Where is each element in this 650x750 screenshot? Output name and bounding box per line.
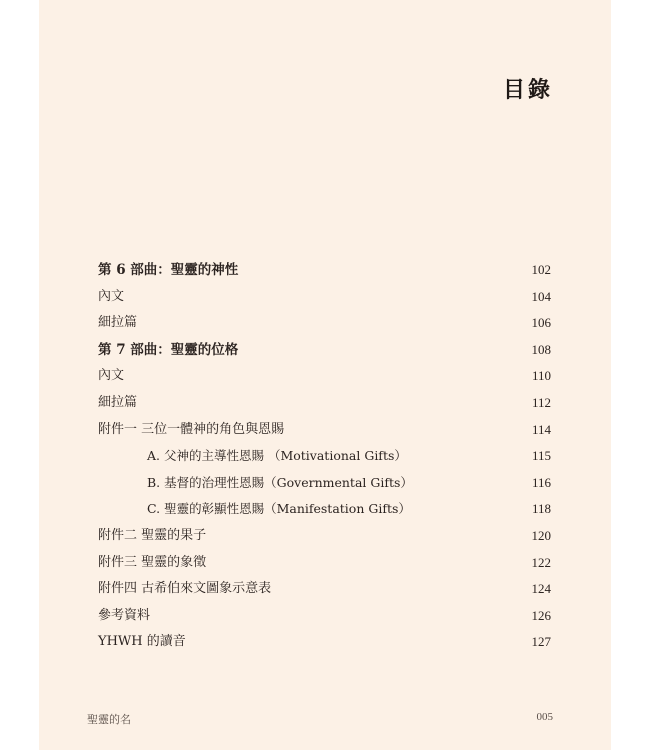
toc-entry-label: YHWH 的讀音 [98, 634, 186, 650]
toc-entry-page: 120 [531, 527, 551, 543]
toc-entry-appendix-4[interactable] [98, 576, 551, 603]
toc-entry-label: 第 6 部曲：聖靈的神性 [98, 262, 239, 278]
toc-entry-label: 參考資料 [98, 607, 151, 623]
toc-entry-yhwh[interactable] [98, 629, 551, 656]
toc-entry-part-7[interactable] [98, 337, 551, 364]
toc-entry-label: B. 基督的治理性恩賜（Governmental Gifts） [147, 474, 413, 490]
footer-book-title: 聖靈的名 [87, 713, 131, 726]
toc-subentry[interactable] [98, 443, 551, 470]
toc-entry-page: 104 [531, 288, 551, 304]
toc-entry-page: 114 [531, 421, 551, 437]
toc-entry-page: 124 [531, 581, 551, 597]
toc-entry-page: 110 [531, 368, 551, 384]
toc-entry-page: 118 [531, 501, 551, 517]
toc-entry-part-6[interactable] [98, 257, 551, 284]
toc-entry-label: 附件二 聖靈的果子 [98, 527, 207, 543]
toc-entry-page: 127 [531, 634, 551, 650]
footer-page-number: 005 [536, 711, 553, 723]
toc-entry-appendix-3[interactable] [98, 550, 551, 577]
toc-entry[interactable] [98, 284, 551, 311]
toc-entry-page: 126 [531, 607, 551, 623]
toc-entry-label: 第 7 部曲：聖靈的位格 [98, 341, 239, 358]
book-page [39, 0, 611, 750]
toc-entry-page: 122 [531, 554, 551, 570]
toc-entry[interactable] [98, 390, 551, 417]
toc-entry-label: 細拉篇 [98, 394, 138, 410]
toc-subentry[interactable] [98, 496, 551, 523]
toc-entry-page: 116 [531, 474, 551, 490]
toc-entry-page: 106 [531, 315, 551, 331]
toc-entry-page: 115 [531, 448, 551, 464]
toc-entry-label: 附件四 古希伯來文圖象示意表 [98, 581, 272, 597]
toc-entry-appendix-1[interactable] [98, 417, 551, 444]
toc-entry-label: 附件三 聖靈的象徵 [98, 554, 207, 570]
toc-entry-label: C. 聖靈的彰顯性恩賜（Manifestation Gifts） [147, 501, 411, 517]
toc-entry-label: 內文 [98, 288, 125, 304]
toc-entry-label: 細拉篇 [98, 315, 138, 331]
toc-entry-page: 112 [531, 394, 551, 410]
table-of-contents [98, 257, 551, 656]
toc-entry-label: 附件一 三位一體神的角色與恩賜 [98, 421, 285, 437]
toc-entry[interactable] [98, 363, 551, 390]
toc-entry-references[interactable] [98, 603, 551, 630]
toc-entry-page: 108 [531, 341, 551, 357]
toc-entry[interactable] [98, 310, 551, 337]
toc-entry-appendix-2[interactable] [98, 523, 551, 550]
toc-entry-label: 內文 [98, 368, 125, 384]
toc-entry-label: A. 父神的主導性恩賜 （Motivational Gifts） [147, 448, 407, 464]
toc-title: 目錄 [502, 77, 553, 103]
toc-entry-page: 102 [531, 262, 551, 277]
toc-subentry[interactable] [98, 470, 551, 497]
